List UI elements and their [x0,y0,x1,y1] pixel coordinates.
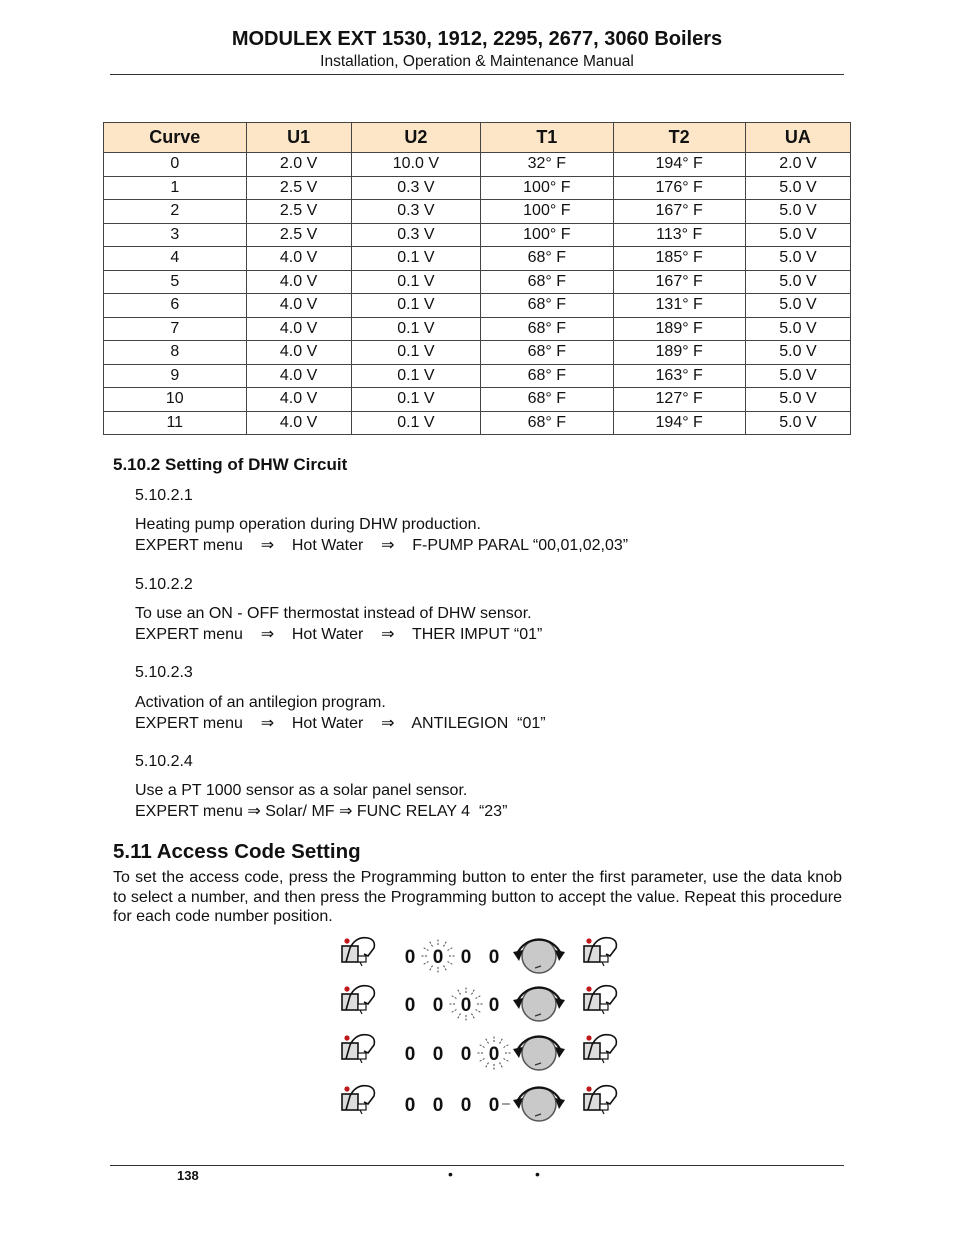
access-code-diagram [336,928,626,1128]
table-cell: 32° F [481,153,613,177]
table-cell: 5.0 V [745,341,850,365]
table-cell: 10.0 V [351,153,481,177]
access-code-body: To set the access code, press the Programming button to enter the first parameter, use the data knob to select a number, and then press the Programming button to accept the value. Repeat this procedure for each code number position. [113,869,842,925]
data-knob-icon [513,939,565,973]
dhw-item-description: Use a PT 1000 sensor as a solar panel sensor. [135,782,468,799]
table-cell: 68° F [481,341,613,365]
table-cell: 5 [104,270,247,294]
table-cell: 6 [104,294,247,318]
table-cell: 4.0 V [246,388,351,412]
table-cell: 3 [104,223,247,247]
curve-table [103,122,851,435]
table-cell: 0.1 V [351,270,481,294]
programming-button-icon [342,1035,374,1063]
table-cell: 0.3 V [351,176,481,200]
table-row [104,270,851,294]
code-digit: 0 [432,1095,444,1116]
table-row [104,176,851,200]
table-row [104,411,851,435]
table-cell: 5.0 V [745,364,850,388]
dhw-item-description: To use an ON - OFF thermostat instead of DHW sensor. [135,605,532,622]
column-header: Curve [104,123,247,153]
table-cell: 11 [104,411,247,435]
table-cell: 194° F [613,153,745,177]
dhw-item-menu-path: EXPERT menu ⇒ Hot Water ⇒ THER IMPUT “01” [135,626,543,643]
code-digit: 0 [460,1095,472,1116]
table-cell: 5.0 V [745,270,850,294]
table-cell: 4.0 V [246,341,351,365]
code-digit: 0 [404,1044,416,1065]
table-row [104,341,851,365]
table-cell: 5.0 V [745,176,850,200]
table-cell: 189° F [613,317,745,341]
table-cell: 2.5 V [246,200,351,224]
table-row [104,294,851,318]
table-cell: 100° F [481,200,613,224]
access-code-heading: 5.11 Access Code Setting [113,840,361,863]
table-cell: 0.1 V [351,411,481,435]
code-step-row [342,986,616,1021]
table-cell: 68° F [481,388,613,412]
footer-divider [110,1165,844,1166]
table-cell: 0.1 V [351,364,481,388]
table-row [104,364,851,388]
table-cell: 0.1 V [351,317,481,341]
table-row [104,317,851,341]
code-step-row [342,1086,616,1121]
table-cell: 2.5 V [246,223,351,247]
dhw-item-description: Activation of an antilegion program. [135,694,386,711]
code-digit: 0 [460,1044,472,1065]
code-digit: 0 [404,947,416,968]
programming-button-icon [342,1086,374,1114]
column-header: T1 [481,123,613,153]
table-row [104,223,851,247]
table-cell: 68° F [481,317,613,341]
table-cell: 185° F [613,247,745,271]
dhw-item-number: 5.10.2.2 [135,576,193,593]
table-row [104,200,851,224]
column-header: U1 [246,123,351,153]
table-row [104,388,851,412]
programming-button-icon [584,1086,616,1114]
code-digit: 0 [488,1044,500,1065]
table-cell: 68° F [481,270,613,294]
table-cell: 4.0 V [246,247,351,271]
table-cell: 2 [104,200,247,224]
table-cell: 131° F [613,294,745,318]
table-cell: 0.1 V [351,294,481,318]
dhw-item-number: 5.10.2.4 [135,753,193,770]
table-cell: 10 [104,388,247,412]
page-header [110,26,844,72]
programming-button-icon [342,938,374,966]
document-subtitle: Installation, Operation & Maintenance Manual [320,53,634,70]
table-cell: 68° F [481,247,613,271]
dhw-item-number: 5.10.2.1 [135,487,193,504]
table-cell: 5.0 V [745,223,850,247]
code-digit: 0 [488,947,500,968]
code-step-row [342,1035,616,1070]
table-cell: 8 [104,341,247,365]
table-cell: 0.1 V [351,341,481,365]
table-cell: 0.1 V [351,388,481,412]
table-cell: 1 [104,176,247,200]
table-cell: 5.0 V [745,294,850,318]
code-digit: 0 [460,947,472,968]
table-cell: 5.0 V [745,247,850,271]
table-cell: 0.1 V [351,247,481,271]
data-knob-icon [513,987,565,1021]
data-knob-icon [513,1036,565,1070]
dhw-item-menu-path: EXPERT menu ⇒ Hot Water ⇒ F-PUMP PARAL “00,01,02,03” [135,537,629,554]
table-cell: 127° F [613,388,745,412]
table-cell: 5.0 V [745,200,850,224]
data-knob-icon [513,1087,565,1121]
table-cell: 4 [104,247,247,271]
programming-button-icon [584,1035,616,1063]
table-cell: 4.0 V [246,364,351,388]
table-cell: 7 [104,317,247,341]
table-cell: 176° F [613,176,745,200]
table-header-row [104,123,851,153]
column-header: T2 [613,123,745,153]
code-digit: 0 [488,1095,500,1116]
table-cell: 5.0 V [745,388,850,412]
programming-button-icon [342,986,374,1014]
table-cell: 68° F [481,364,613,388]
code-digit: 0 [460,995,472,1016]
table-cell: 68° F [481,411,613,435]
table-cell: 2.5 V [246,176,351,200]
table-row [104,153,851,177]
table-cell: 0.3 V [351,200,481,224]
table-cell: 194° F [613,411,745,435]
programming-button-icon [584,938,616,966]
table-cell: 9 [104,364,247,388]
column-header: U2 [351,123,481,153]
table-cell: 113° F [613,223,745,247]
footer-bullet: • [535,1166,540,1182]
code-digit: 0 [432,995,444,1016]
table-cell: 100° F [481,223,613,247]
code-digit: 0 [488,995,500,1016]
table-cell: 4.0 V [246,294,351,318]
table-cell: 167° F [613,200,745,224]
table-cell: 5.0 V [745,317,850,341]
page-number: 138 [177,1168,199,1183]
dhw-section-heading: 5.10.2 Setting of DHW Circuit [113,455,348,474]
table-cell: 4.0 V [246,317,351,341]
table-cell: 100° F [481,176,613,200]
dhw-item-number: 5.10.2.3 [135,664,193,681]
dhw-item-menu-path: EXPERT menu ⇒ Solar/ MF ⇒ FUNC RELAY 4 “23” [135,803,508,820]
dhw-item-description: Heating pump operation during DHW production. [135,516,481,533]
code-digit: 0 [432,1044,444,1065]
table-row [104,247,851,271]
dhw-item [135,514,628,556]
dhw-item [135,603,542,645]
access-code-figure [336,928,626,1128]
table-cell: 2.0 V [246,153,351,177]
table-cell: 163° F [613,364,745,388]
table-cell: 167° F [613,270,745,294]
table-body [104,153,851,435]
code-step-row [342,938,616,973]
table-cell: 2.0 V [745,153,850,177]
dhw-item-menu-path: EXPERT menu ⇒ Hot Water ⇒ ANTILEGION “01” [135,715,546,732]
table-cell: 189° F [613,341,745,365]
code-digit: 0 [404,1095,416,1116]
table-cell: 4.0 V [246,270,351,294]
table-cell: 0 [104,153,247,177]
table-cell: 0.3 V [351,223,481,247]
code-digit: 0 [432,947,444,968]
programming-button-icon [584,986,616,1014]
table-cell: 68° F [481,294,613,318]
header-divider [110,74,844,75]
code-digit: 0 [404,995,416,1016]
table-cell: 4.0 V [246,411,351,435]
document-title: MODULEX EXT 1530, 1912, 2295, 2677, 3060 Boilers [231,28,723,50]
table-cell: 5.0 V [745,411,850,435]
dhw-item [135,692,546,734]
column-header: UA [745,123,850,153]
dhw-item [135,780,507,822]
footer-bullet: • [448,1166,453,1182]
